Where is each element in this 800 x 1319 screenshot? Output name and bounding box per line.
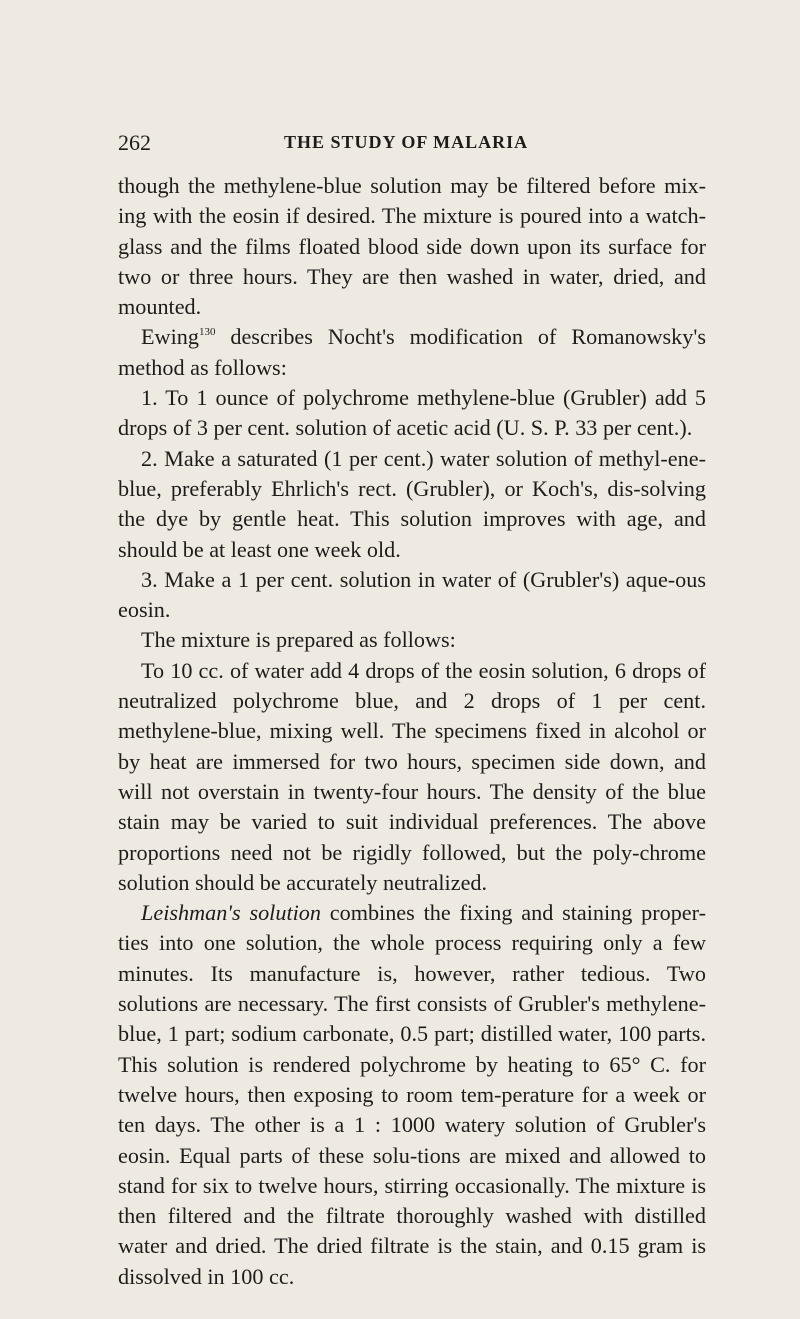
paragraph-leishman: [118, 898, 706, 1292]
paragraph-continuation: though the methylene-blue solution may be filtered before mix-ing with the eosin if desired. The mixture is poured into a watch-glass and the films floated blood side down upon its surface for two or three hours. They are then washed in water, dried, and mounted.: [118, 173, 706, 320]
body-text: [118, 171, 706, 1292]
page-header: [118, 130, 704, 160]
reference-number: 130: [198, 326, 216, 339]
paragraph-text: combines the fixing and staining proper-ties into one solution, the whole process requiring only a few minutes. Its manufacture is, however, rather tedious. Two solutions are necessary. The first consists of Grubler's methylene-blue, 1 part; sodium carbonate, 0.5 part; distilled water, 100 parts. This solution is rendered polychrome by heating to 65° C. for twelve hours, then exposing to room tem-perature for a week or ten days. The other is a 1 : 1000 watery solution of Grubler's eosin. Equal parts of these solu-tions are mixed and allowed to stand for six to twelve hours, stirring occasionally. The mixture is then filtered and the filtrate thoroughly washed with distilled water and dried. The dried filtrate is the stain, and 0.15 gram is dissolved in 100 cc.: [118, 900, 706, 1289]
italic-term: Leishman's solution: [141, 900, 321, 926]
paragraph-text: describes Nocht's modification of Romanowsky's method as follows:: [118, 324, 706, 380]
running-title: THE STUDY OF MALARIA: [284, 132, 529, 152]
step-3: 3. Make a 1 per cent. solution in water of (Grubler's) aque-ous eosin.: [118, 566, 706, 623]
paragraph-mixture: To 10 cc. of water add 4 drops of the eosin solution, 6 drops of neutralized polychrome blue, and 2 drops of 1 per cent. methylene-blue, mixing well. The specimens fixed in alcohol or by heat are immersed for two hours, specimen side down, and will not overstain in twenty-four hours. The density of the blue stain may be varied to suit individual preferences. The above proportions need not be rigidly followed, but the poly-chrome solution should be accurately neutralized.: [118, 657, 706, 895]
author-name: Ewing: [141, 324, 199, 350]
step-1: 1. To 1 ounce of polychrome methylene-blue (Grubler) add 5 drops of 3 per cent. solution of acetic acid (U. S. P. 33 per cent.).: [118, 385, 706, 441]
page-number: 262: [118, 130, 151, 155]
step-2: 2. Make a saturated (1 per cent.) water solution of methyl-ene-blue, preferably Ehrlich's rect. (Grubler), or Koch's, dis-solving the dye by gentle heat. This solution improves with age, and should be at least one week old.: [118, 445, 706, 562]
paragraph-ewing: [118, 322, 706, 383]
paragraph-mixture-intro: The mixture is prepared as follows:: [141, 627, 456, 653]
